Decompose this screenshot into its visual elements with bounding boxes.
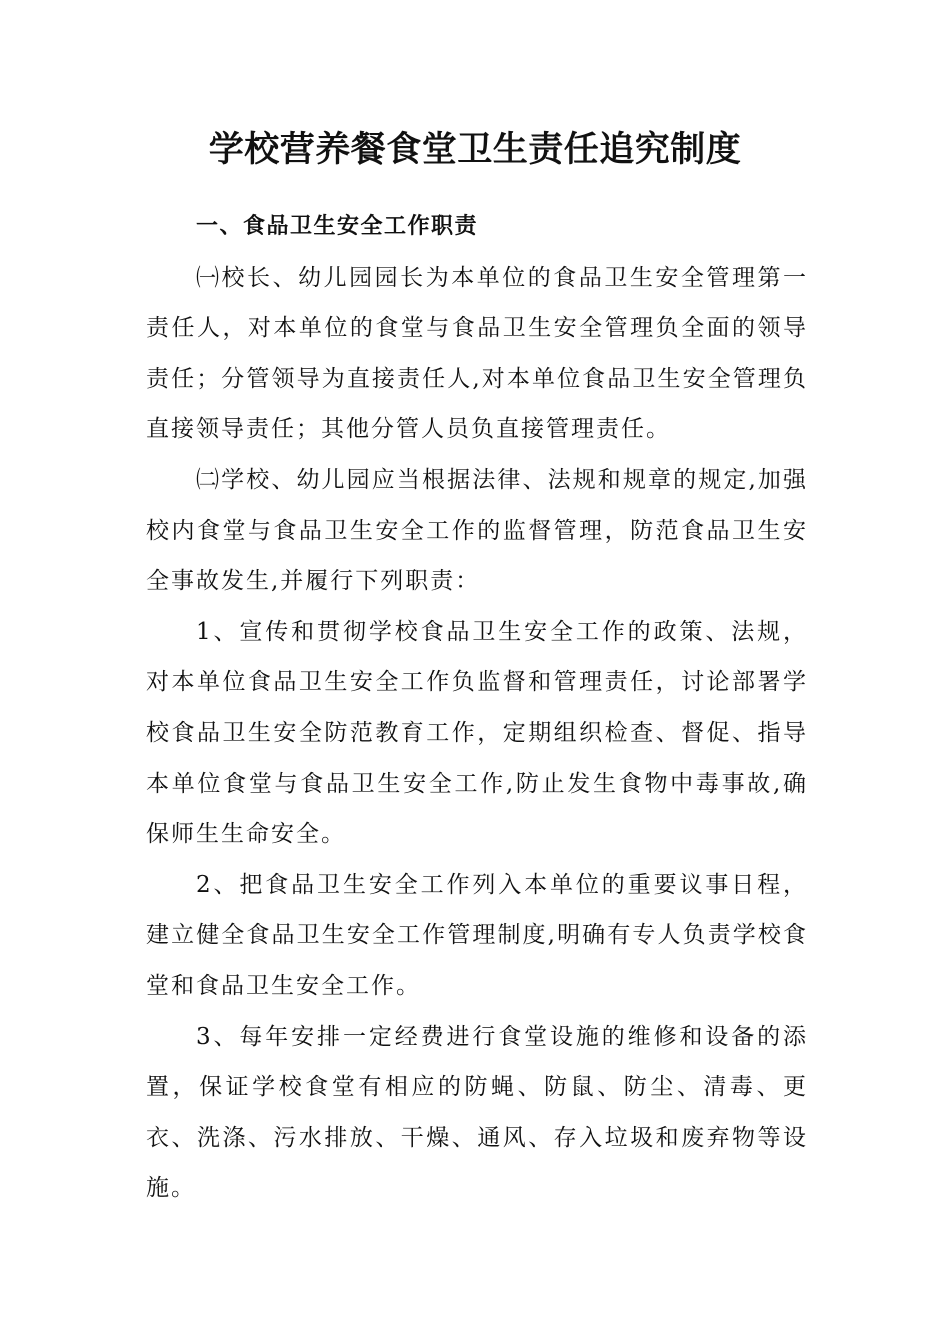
document-title: 学校营养餐食堂卫生责任追究制度 xyxy=(208,130,742,170)
document-body xyxy=(146,202,808,1214)
section-heading: 一、食品卫生安全工作职责 xyxy=(196,214,479,239)
paragraph-responsible-persons: ㈠校长、幼儿园园长为本单位的食品卫生安全管理第一责任人，对本单位的食堂与食品卫生安全管理负全面的领导责任；分管领导为直接责任人,对本单位食品卫生安全管理负直接领导责任；其他分管人员负直接管理责任。 xyxy=(146,264,808,443)
paragraph-school-duties: ㈡学校、幼儿园应当根据法律、法规和规章的规定,加强校内食堂与食品卫生安全工作的监督管理，防范食品卫生安全事故发生,并履行下列职责： xyxy=(146,466,808,595)
paragraph-duty-1: 1、宣传和贯彻学校食品卫生安全工作的政策、法规，对本单位食品卫生安全工作负监督和管理责任，讨论部署学校食品卫生安全防范教育工作，定期组织检查、督促、指导本单位食堂与食品卫生安全工作,防止发生食物中毒事故,确保师生生命安全。 xyxy=(146,618,808,848)
paragraph-duty-3: 3、每年安排一定经费进行食堂设施的维修和设备的添置，保证学校食堂有相应的防蝇、防鼠、防尘、清毒、更衣、洗涤、污水排放、干燥、通风、存入垃圾和废弃物等设施。 xyxy=(146,1023,808,1202)
paragraph-duty-2: 2、把食品卫生安全工作列入本单位的重要议事日程，建立健全食品卫生安全工作管理制度,明确有专人负责学校食堂和食品卫生安全工作。 xyxy=(146,871,808,999)
